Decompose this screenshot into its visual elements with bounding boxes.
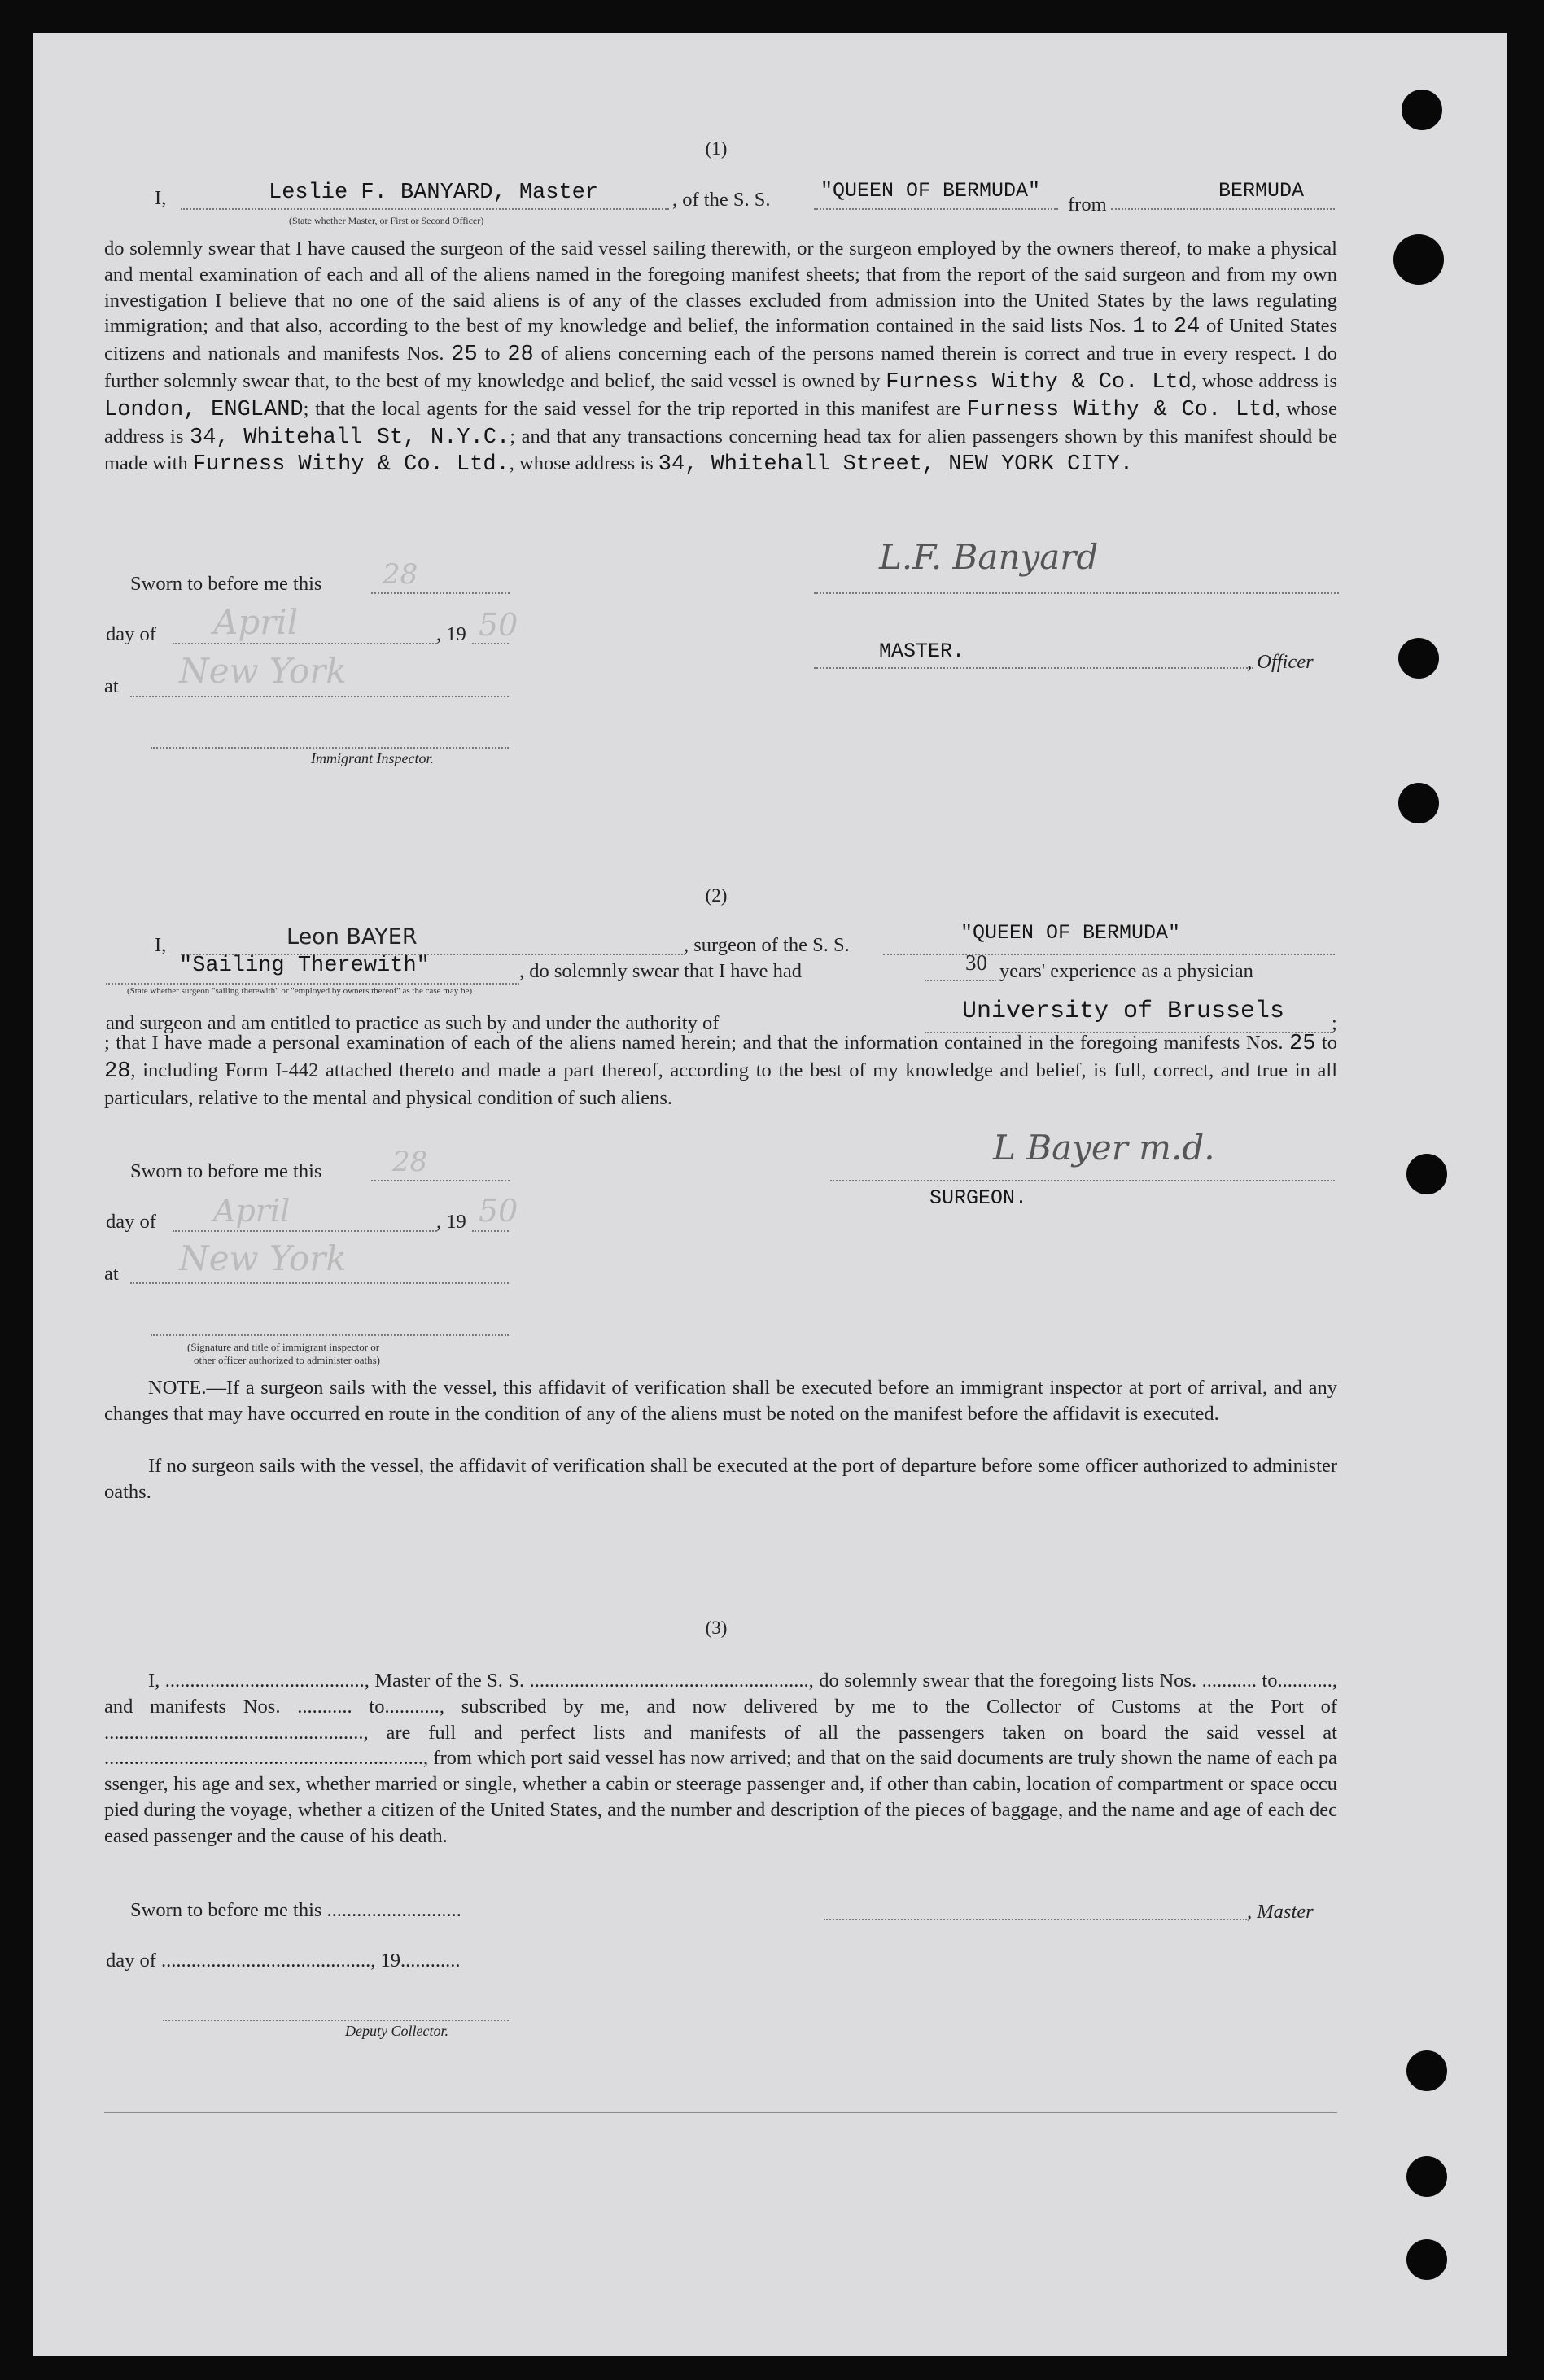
s1-year-prefix: , 19 xyxy=(436,623,466,645)
s2-surgeon-signature: L Bayer m.d. xyxy=(993,1128,1215,1168)
s2-ship-line xyxy=(883,954,1335,955)
s1-port: BERMUDA xyxy=(1218,179,1305,203)
s1-officer-label: , Officer xyxy=(1247,651,1314,673)
punch-hole xyxy=(1398,638,1439,679)
s1-headtax: Furness Withy & Co. Ltd. xyxy=(192,452,510,478)
s1-state-note: (State whether Master, or First or Second Officer) xyxy=(289,215,484,226)
s1-title: MASTER. xyxy=(879,640,965,663)
s3-day-of: day of .........................................., 19............ xyxy=(106,1950,461,1972)
s1-month: April xyxy=(213,602,299,642)
s1-at-label: at xyxy=(104,675,119,697)
s1-manifest-to: 28 xyxy=(507,343,534,368)
s2-years-text: years' experience as a physician xyxy=(999,960,1253,982)
s2-sailing: "Sailing Therewith" xyxy=(179,954,430,978)
s2-note-1: NOTE.—If a surgeon sails with the vessel, this affidavit of verification shall be executed before an immigrant inspector at port of arrival, and any changes that may have occurred en route in the condition of any of the aliens must be noted on the manifest before the affidavit is executed. xyxy=(104,1377,1337,1425)
s2-month: April xyxy=(213,1193,291,1229)
s3-master-line xyxy=(824,1919,1247,1920)
s2-place: New York xyxy=(179,1238,347,1278)
section-1-number: (1) xyxy=(705,138,728,159)
s1-lists-from: 1 xyxy=(1132,315,1146,340)
s1-inspector-label: Immigrant Inspector. xyxy=(311,750,434,766)
s1-place: New York xyxy=(179,651,347,691)
s2-note-2: If no surgeon sails with the vessel, the affidavit of verification shall be executed at the port of departure before some officer authorized to administer oaths. xyxy=(104,1455,1337,1503)
punch-hole xyxy=(1406,1154,1447,1194)
section-3-number: (3) xyxy=(705,1618,728,1638)
s2-manifest-from: 25 xyxy=(1289,1032,1316,1056)
punch-hole xyxy=(1406,2239,1447,2280)
s2-i-label: I, xyxy=(155,934,167,956)
s1-lists-to: 24 xyxy=(1173,315,1201,340)
s1-inspector-line xyxy=(151,747,509,749)
punch-hole xyxy=(1406,2156,1447,2197)
s3-deputy-label: Deputy Collector. xyxy=(345,2023,448,2039)
s2-sworn-line xyxy=(371,1180,510,1181)
s2-years-line xyxy=(925,980,996,981)
s1-year: 50 xyxy=(479,607,518,643)
s2-at-label: at xyxy=(104,1263,119,1285)
s2-sworn-day: 28 xyxy=(392,1146,428,1178)
s2-inspector-line xyxy=(151,1334,509,1336)
s1-oath-text: do solemnly swear that I have caused the surgeon of the said vessel sailing therewith, or the surgeon employed by the owners thereof, to make a physical and mental examination of each and all of the aliens named in the foregoing manifest sheets; that from the report of the said surgeon and from my own investigation I believe that no one of the said aliens is of any of the classes excluded from admission into the United States by the laws regulating immigration; and that also, according to the best of my knowledge and belief, the information contained in the said lists Nos. 1 to 24 of United States citizens and nationals and manifests Nos. 25 to 28 of aliens concerning each of the persons named therein is correct and true in every respect. I do further solemnly swear that, to the best of my knowledge and belief, the said vessel is owned by Furness Withy & Co. Ltd, whose address is London, ENGLAND; that the local agents for the said vessel for the trip reported in this manifest are Furness Withy & Co. Ltd, whose address is 34, Whitehall St, N.Y.C.; and that any transactions concerning head tax for alien passengers shown by this manifest should be made with Furness Withy & Co. Ltd., whose address is 34, Whitehall Street, NEW YORK CITY. xyxy=(104,238,1338,478)
s1-master-line xyxy=(181,208,669,210)
s1-ship: "QUEEN OF BERMUDA" xyxy=(820,179,1041,203)
s3-sworn-label: Sworn to before me this ........................... xyxy=(130,1899,461,1921)
s2-surgeon-name: Leon BAYER xyxy=(286,924,418,950)
s1-agents: Furness Withy & Co. Ltd xyxy=(966,397,1275,422)
s1-ship-line xyxy=(814,208,1058,210)
s1-agents-address: 34, Whitehall St, N.Y.C. xyxy=(190,425,510,450)
s2-month-line xyxy=(173,1230,437,1232)
s1-from: from xyxy=(1068,194,1107,216)
punch-hole xyxy=(1406,2050,1447,2091)
s2-university: University of Brussels xyxy=(962,998,1285,1025)
s1-sworn-label: Sworn to before me this xyxy=(130,573,322,595)
s2-sig-note-2: other officer authorized to administer oaths) xyxy=(194,1354,380,1366)
s1-title-line xyxy=(814,667,1253,669)
s1-owner-address: London, ENGLAND xyxy=(104,397,304,422)
s1-of-ss: , of the S. S. xyxy=(672,189,771,211)
s2-at-line xyxy=(130,1282,509,1284)
s1-day-of-label: day of xyxy=(106,623,156,645)
s2-sig-note-1: (Signature and title of immigrant inspector or xyxy=(187,1341,380,1353)
s1-owner: Furness Withy & Co. Ltd xyxy=(886,369,1192,395)
s2-signature-line xyxy=(830,1180,1335,1181)
s3-oath-text: I, ........................................, Master of the S. S. ........................................................, do solemnly swear that the foregoing lists Nos. ........... to..........., and manifests Nos. ........... to..........., subscribed by me, and now delivered by me to the Collector of Customs at the Port of ...................................................., are full and perfect lists and manifests of all the passengers taken on board the said vessel at ................................................................, from which port said vessel has now arrived; and that on the said documents are truly shown the name of each passenger, his age and sex, whether married or single, whether a cabin or steerage passenger and, if other than cabin, location of compartment or space occupied during the voyage, whether a citizen of the United States, and the number and description of the pieces of baggage, and the name and age of each deceased passenger and the cause of his death. xyxy=(104,1670,1337,1847)
s1-signature-line xyxy=(814,592,1339,594)
punch-hole xyxy=(1393,234,1444,285)
s1-i-label: I, xyxy=(155,187,167,209)
s2-swear: , do solemnly swear that I have had xyxy=(519,960,802,982)
s2-state-note: (State whether surgeon "sailing therewith" or "employed by owners thereof" as the case may be) xyxy=(127,986,473,996)
s2-surgeon-of: , surgeon of the S. S. xyxy=(684,934,850,956)
s2-sworn-label: Sworn to before me this xyxy=(130,1160,322,1182)
s3-master-label: , Master xyxy=(1247,1901,1314,1923)
s1-year-line xyxy=(472,643,509,644)
punch-hole xyxy=(1398,783,1439,823)
s2-years: 30 xyxy=(965,950,987,975)
s2-authority: and surgeon and am entitled to practice as such by and under the authority of xyxy=(106,1012,720,1034)
s1-master-name: Leslie F. BANYARD, Master xyxy=(269,181,599,205)
s1-month-line xyxy=(173,643,437,644)
s3-deputy-line xyxy=(163,2020,509,2021)
s1-at-line xyxy=(130,696,509,697)
s1-port-line xyxy=(1111,208,1335,210)
section-2-number: (2) xyxy=(705,885,728,906)
s1-sworn-line xyxy=(371,592,510,594)
s2-year: 50 xyxy=(479,1193,518,1229)
s1-manifest-from: 25 xyxy=(451,343,478,368)
s2-sailing-line xyxy=(106,983,519,985)
s2-manifest-to: 28 xyxy=(104,1059,131,1084)
s1-sworn-day: 28 xyxy=(383,558,418,591)
s2-day-of-label: day of xyxy=(106,1211,156,1233)
bottom-rule xyxy=(104,2112,1337,2113)
s1-master-signature: L.F. Banyard xyxy=(879,537,1099,577)
punch-hole xyxy=(1402,90,1442,130)
s2-ship: "QUEEN OF BERMUDA" xyxy=(960,921,1181,945)
s2-oath-text: ; that I have made a personal examination of each of the aliens named herein; and that the information contained in the foregoing manifests Nos. 25 to 28, including Form I-442 attached thereto and made a part thereof, according to the best of my knowledge and belief, is full, correct, and true in all particulars, relative to the mental and physical condition of such aliens. xyxy=(104,1032,1338,1109)
s2-title: SURGEON. xyxy=(929,1186,1028,1210)
s2-year-line xyxy=(472,1230,509,1232)
s2-year-prefix: , 19 xyxy=(436,1211,466,1233)
s1-headtax-address: 34, Whitehall Street, NEW YORK CITY. xyxy=(658,452,1134,478)
